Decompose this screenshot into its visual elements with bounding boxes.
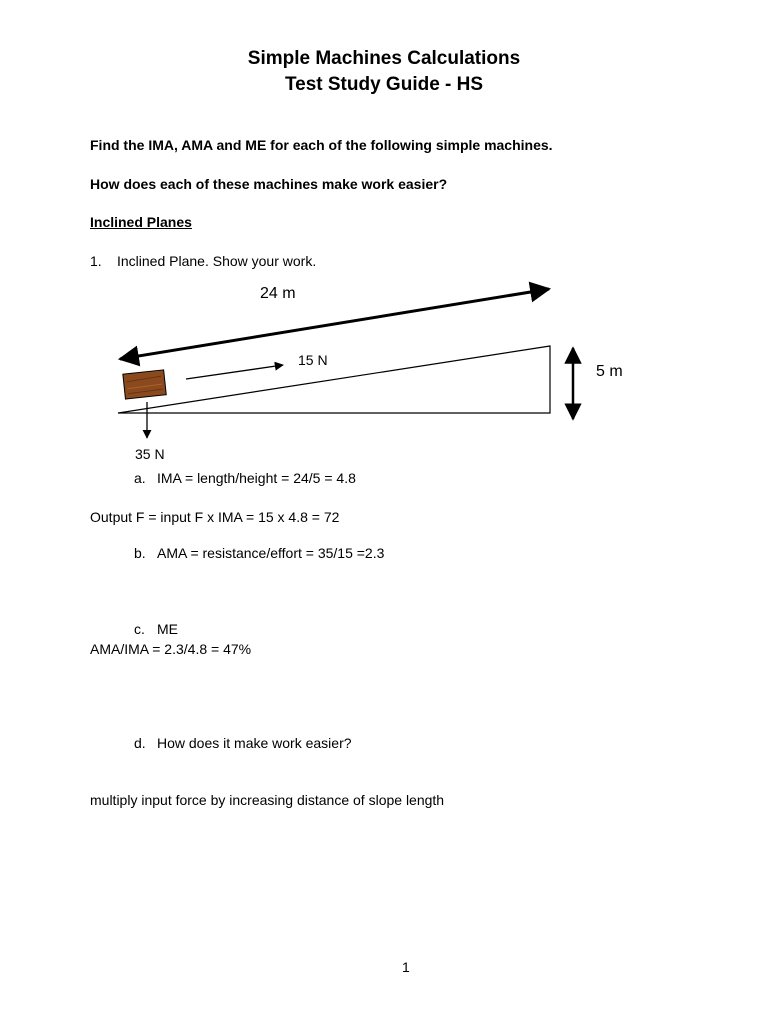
instruction-how: How does each of these machines make work easier?	[90, 176, 448, 192]
instruction-find: Find the IMA, AMA and ME for each of the following simple machines.	[90, 137, 553, 153]
page-subtitle: Test Study Guide - HS	[284, 74, 484, 95]
answer-c-marker: c.	[134, 621, 145, 637]
effort-label: 15 N	[298, 352, 328, 368]
weight-label: 35 N	[135, 446, 165, 462]
answer-d-marker: d.	[134, 735, 146, 751]
answer-b-text: AMA = resistance/effort = 35/15 =2.3	[157, 545, 385, 561]
ramp-triangle	[118, 346, 550, 413]
answer-a-marker: a.	[134, 470, 146, 486]
output-force-line: Output F = input F x IMA = 15 x 4.8 = 72	[90, 509, 340, 525]
section-heading: Inclined Planes	[90, 214, 192, 230]
page-number: 1	[402, 959, 410, 975]
question-text: Inclined Plane. Show your work.	[117, 253, 317, 269]
height-label: 5 m	[596, 363, 623, 380]
length-label: 24 m	[260, 285, 296, 302]
me-calculation-line: AMA/IMA = 2.3/4.8 = 47%	[90, 641, 252, 657]
answer-b-marker: b.	[134, 545, 146, 561]
answer-d-text: How does it make work easier?	[157, 735, 352, 751]
effort-arrow	[186, 365, 283, 379]
page-title: Simple Machines Calculations	[247, 48, 521, 69]
answer-c-text: ME	[157, 621, 178, 637]
answer-d-response: multiply input force by increasing distance of slope length	[90, 792, 445, 808]
wooden-block-icon	[123, 370, 166, 399]
length-arrow	[120, 289, 549, 359]
answer-a-text: IMA = length/height = 24/5 = 4.8	[157, 470, 356, 486]
question-number: 1.	[90, 253, 102, 269]
